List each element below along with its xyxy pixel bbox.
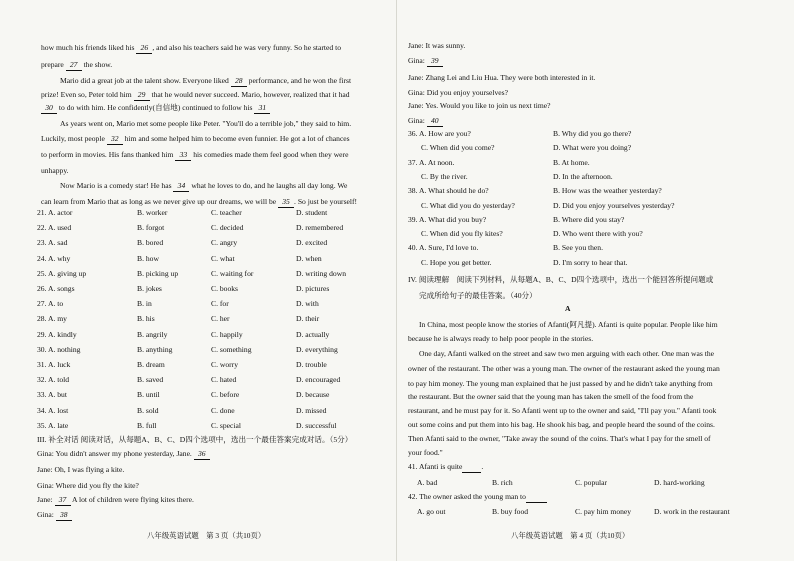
answer-blank [526,492,547,503]
choice-option: C. By the river. [421,171,468,181]
answer-blank: 32 [107,134,123,145]
answer-blank: 40 [427,116,443,127]
passage-line [41,90,370,101]
passage-line [60,76,370,87]
dialogue-line [408,101,550,111]
choice-option: D. remembered [296,223,344,233]
choice-option: C. What did you do yesterday? [421,200,515,210]
choice-option: C. pay him money [575,507,632,516]
right-page [397,0,794,561]
choice-option: B. Why did you go there? [553,129,632,138]
choice-option: B. jokes [137,284,162,293]
line-text: 42. The owner asked the young man to [408,492,526,501]
choice-option: D. because [296,390,330,400]
choice-option: B. How was the weather yesterday? [553,186,662,196]
answer-blank: 35 [278,197,294,208]
choice-option: B. At home. [553,157,590,167]
choice-option: B. how [137,253,159,263]
choice-option: B. Where did you stay? [553,214,625,224]
line-text: . So just be yourself! [294,197,358,206]
choice-option: D. hard-working [654,478,705,487]
line-text: Gina: You didn't answer my phone yesterday, Jane. [37,449,194,458]
line-text: A lot of children were flying kites there. [70,495,194,504]
choice-option: 38. A. What should he do? [408,186,489,196]
choice-option: C. waiting for [211,268,254,278]
passage-line: In China, most people know the stories of Afanti(阿凡提). Afanti is quite popular. People like him [419,320,718,329]
passage-line [41,197,370,208]
passage-line: because he is always ready to help poor people in the stories. [408,334,594,343]
passage-line: the restaurant. But the owner said that the young man has taken the smell of the food from the [408,392,694,401]
choice-option: C. books [211,284,239,293]
choice-option: 31. A. luck [37,360,71,369]
line-text: to perform in movies. His fans thanked him [41,150,176,159]
line-text: prize! Even so, Peter told him [41,90,134,99]
choice-option: B. bored [137,238,164,248]
choice-option: D. trouble [296,360,327,369]
choice-option: 36. A. How are you? [408,129,471,138]
choice-option: 24. A. why [37,253,71,263]
line-text: to do with him. He confidently(自信地) continued to follow his [57,103,255,112]
passage-line [60,119,370,129]
line-text: Luckily, most people [41,134,107,143]
line-text: 41. Afanti is quite [408,462,463,471]
line-text: Jane: Zhang Lei and Liu Hua. They were both interested in it. [408,73,596,82]
choice-option: B. angrily [137,329,168,339]
choice-option: 26. A. songs [37,284,75,293]
choice-option: D. writing down [296,268,346,278]
passage-line [41,60,370,71]
dialogue-line [408,56,443,67]
dialogue-line [37,495,194,506]
answer-blank: 29 [134,90,150,101]
choice-option: 35. A. late [37,420,69,430]
answer-blank: 30 [41,103,57,114]
choice-option: A. bad [417,478,438,487]
choice-option: 40. A. Sure, I'd love to. [408,243,479,253]
choice-option: D. excited [296,238,328,248]
choice-option: C. done [211,405,235,415]
choice-option: B. until [137,390,160,400]
choice-option: B. picking up [137,268,179,278]
passage-line: owner of the restaurant. The other was a young man. The owner of the restaurant asked the young man [408,364,720,373]
choice-option: D. I'm sorry to hear that. [553,257,628,267]
choice-option: B. full [137,420,157,430]
choice-option: D. Did you enjoy yourselves yesterday? [553,200,675,210]
choice-option: D. In the afternoon. [553,171,613,181]
choice-option: D. student [296,208,328,217]
line-text: what he loves to do, and he laughs all day long. We [189,181,348,190]
line-text: his comedies made them feel good when they were [191,150,349,159]
choice-option: C. happily [211,329,243,339]
answer-blank [462,462,484,473]
choice-option: D. actually [296,329,330,339]
choice-option: 30. A. nothing [37,344,81,354]
answer-blank: 26 [136,43,152,54]
line-text: can learn from Mario that as long as we never give up our dreams, we will be [41,197,279,206]
line-text: Gina: [408,56,427,65]
choice-option: B. anything [137,344,173,354]
line-text: unhappy. [41,166,69,175]
choice-option: C. popular [575,478,608,487]
passage-line [60,181,370,192]
choice-option: 39. A. What did you buy? [408,214,487,224]
choice-option: 37. A. At noon. [408,157,455,167]
line-text: him and some helped him to become even funnier. He got a lot of chances [122,134,350,143]
answer-blank: 38 [56,510,72,521]
answer-blank: 27 [66,60,82,71]
dialogue-line [37,510,72,521]
choice-option: 25. A. giving up [37,268,87,278]
dialogue-line [37,481,139,491]
line-text: Gina: [37,510,56,519]
passage-line: to pay him money. The young man explained that he just passed by and he didn't take anything from [408,379,713,388]
choice-option: 33. A. but [37,390,67,400]
choice-option: D. when [296,253,322,263]
answer-blank: 37 [55,495,71,506]
line-text: Jane: Yes. Would you like to join us next time? [408,101,551,110]
question-stem [408,492,547,503]
choice-option: A. go out [417,507,446,516]
choice-option: B. dream [137,360,165,369]
answer-blank: 34 [173,181,189,192]
passage-line: Then Afanti said to the owner, "Take away the sound of the coins. That's what I pay for the smell of [408,434,711,443]
line-text: Jane: It was sunny. [408,41,466,50]
choice-option: B. buy food [492,507,529,516]
choice-option: C. special [211,420,241,430]
choice-option: 34. A. lost [37,405,69,415]
passage-line [41,43,370,54]
answer-blank: 33 [175,150,191,161]
choice-option: D. everything [296,344,338,354]
section-heading: 完成所给句子的最佳答案。（40分） [419,291,537,300]
choice-option: 23. A. sad [37,238,68,248]
passage-line: out some coins and put them into his bag. He shook his bag, and people heard the sound of the coins. [408,420,715,429]
choice-option: C. what [211,253,235,263]
choice-option: B. worker [137,208,168,217]
choice-option: D. Who went there with you? [553,229,643,239]
choice-option: 29. A. kindly [37,329,77,339]
choice-option: C. for [211,299,229,309]
line-text: Jane: [37,495,55,504]
line-text: Jane: Oh, I was flying a kite. [37,465,125,474]
passage-line: One day, Afanti walked on the street and saw two men arguing with each other. One man was the [419,349,715,358]
page-footer: 八年级英语试题 第 3 页（共10页） [147,531,266,540]
answer-blank: 36 [194,449,210,460]
choice-option: D. their [296,314,320,324]
choice-option: D. What were you doing? [553,143,632,153]
choice-option: C. angry [211,238,238,248]
passage-letter: A [565,304,571,313]
choice-option: B. rich [492,478,513,487]
question-stem [408,462,483,473]
line-text: Now Mario is a comedy star! He has [60,181,174,190]
choice-option: C. teacher [211,208,242,217]
choice-option: 22. A. used [37,223,72,233]
line-text: . [481,462,484,471]
dialogue-line [37,449,210,460]
choice-option: B. his [137,314,155,324]
line-text: Mario did a great job at the talent show. Everyone liked [60,76,231,85]
line-text: prepare [41,60,66,69]
choice-option: D. work in the restaurant [654,507,730,516]
page-footer: 八年级英语试题 第 4 页（共10页） [511,531,630,540]
answer-blank: 39 [427,56,443,67]
line-text: As years went on, Mario met some people like Peter. "You'll do a terrible job," they said to him. [60,119,352,128]
passage-line: your food." [408,448,443,457]
line-text: the show. [81,60,113,69]
passage-line [41,150,370,161]
choice-option: 28. A. my [37,314,67,324]
line-text: that he would never succeed. Mario, however, realized that it had [149,90,350,99]
choice-option: D. missed [296,405,327,415]
passage-line [41,134,370,145]
choice-option: C. worry [211,360,238,369]
choice-option: C. When did you come? [421,143,495,153]
choice-option: B. See you then. [553,243,603,253]
choice-option: C. decided [211,223,244,233]
choice-option: C. hated [211,375,237,385]
choice-option: B. sold [137,405,159,415]
dialogue-line [37,465,124,475]
passage-line [41,103,370,114]
line-text: Gina: [408,116,427,125]
choice-option: D. pictures [296,284,330,293]
answer-blank: 31 [254,103,270,114]
passage-line: restaurant, and he must pay for it. So Afanti went up to the owner and said, "I'll pay you." Afanti took [408,406,717,415]
choice-option: B. saved [137,375,164,385]
dialogue-line [408,88,508,98]
choice-option: C. When did you fly kites? [421,229,503,239]
choice-option: C. her [211,314,230,324]
line-text: Gina: Where did you fly the kite? [37,481,139,490]
choice-option: C. before [211,390,240,400]
dialogue-line [408,116,443,127]
choice-option: 32. A. told [37,375,70,385]
choice-option: 27. A. to [37,299,64,309]
choice-option: B. forgot [137,223,165,233]
section-heading: IV. 阅读理解 阅读下列材料，从每题A、B、C、D四个选项中，选出一个能回答所提问题或 [408,275,714,284]
dialogue-line [408,41,465,51]
line-text: , and also his teachers said he was very funny. So he started to [152,43,342,52]
section-heading: III. 补全对话 阅读对话，从每题A、B、C、D四个选项中，选出一个最佳答案完成对话。（5分） [37,435,353,444]
dialogue-line [408,73,595,83]
choice-option: C. something [211,344,252,354]
choice-option: D. successful [296,420,337,430]
line-text: how much his friends liked his [41,43,137,52]
choice-option: C. Hope you get better. [421,257,492,267]
choice-option: 21. A. actor [37,208,73,217]
passage-line [41,166,370,176]
choice-option: D. with [296,299,319,309]
choice-option: B. in [137,299,152,309]
line-text: Gina: Did you enjoy yourselves? [408,88,508,97]
line-text: performance, and he won the first [246,76,352,85]
choice-option: D. encouraged [296,375,341,385]
answer-blank: 28 [231,76,247,87]
